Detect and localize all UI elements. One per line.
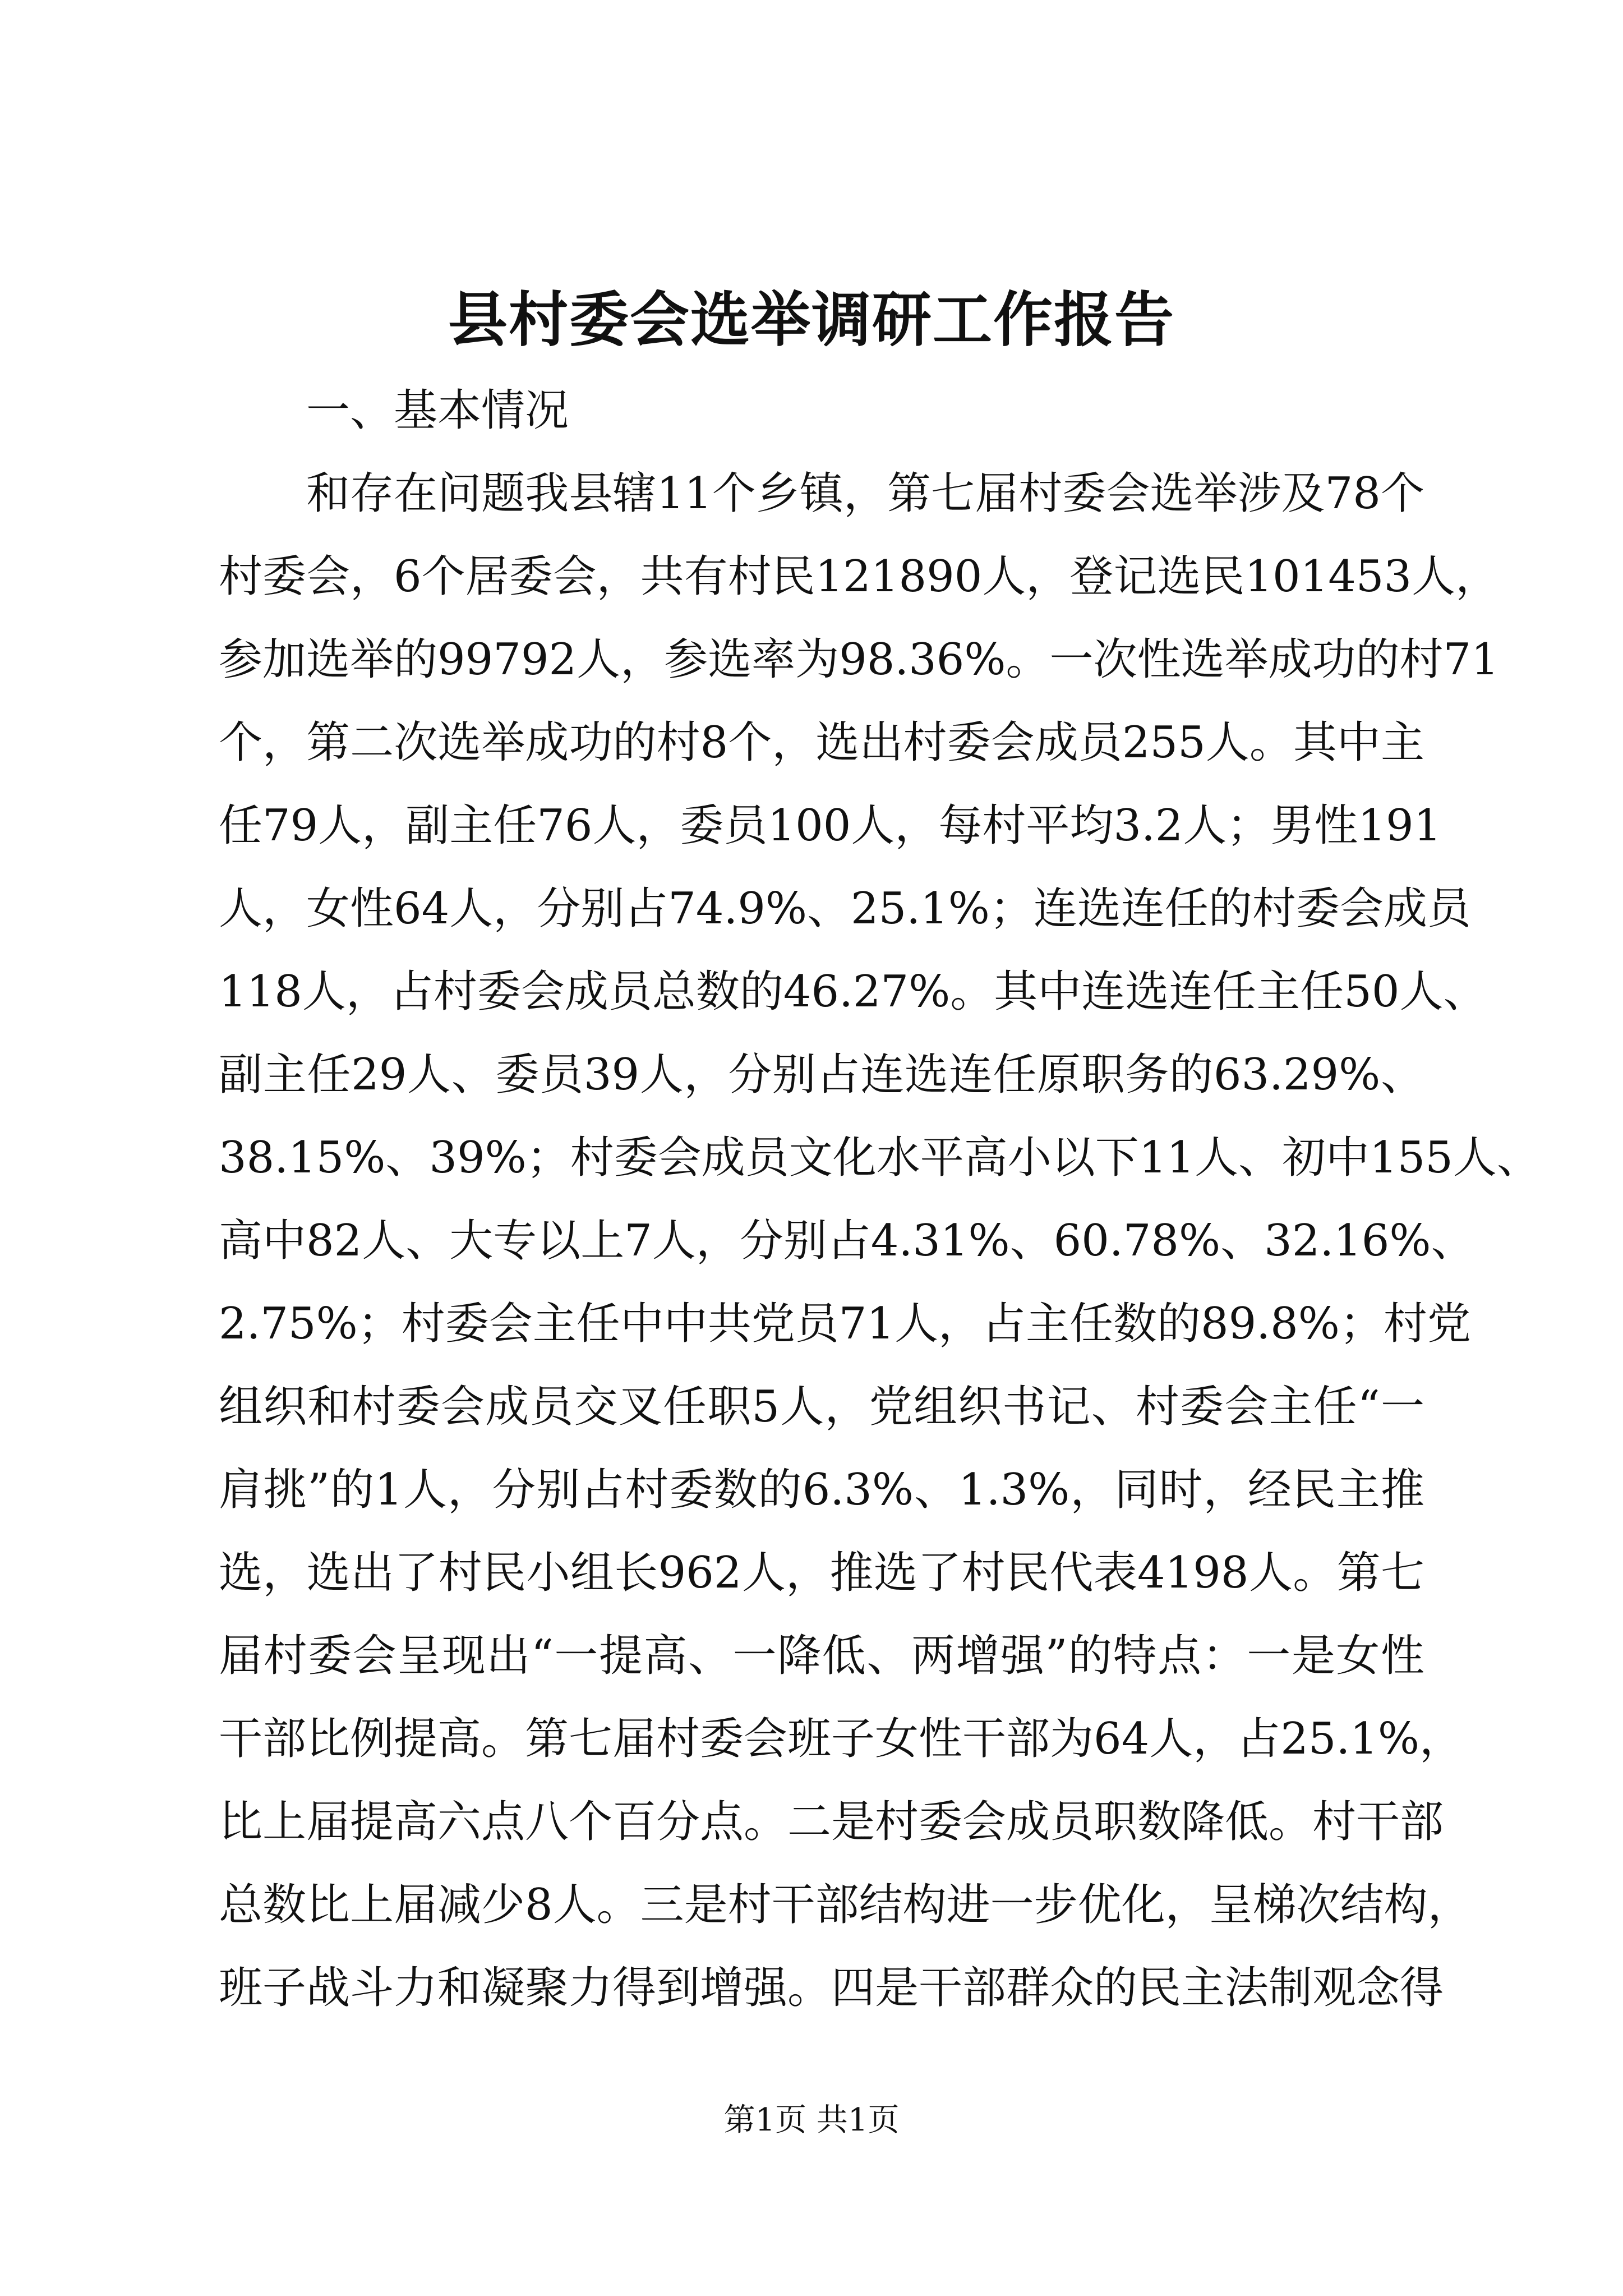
paragraph-line: 和存在问题我县辖11个乡镇，第七届村委会选举涉及78个: [306, 468, 1424, 519]
paragraph-line: 副主任29人、委员39人，分别占连选连任原职务的63.29%、: [219, 1050, 1424, 1100]
paragraph-line: 高中82人、大专以上7人，分别占4.31%、60.78%、32.16%、: [219, 1216, 1475, 1266]
paragraph-line: 届村委会呈现出“一提高、一降低、两增强”的特点：一是女性: [219, 1631, 1424, 1681]
paragraph-line: 总数比上届减少8人。三是村干部结构进一步优化，呈梯次结构，: [219, 1880, 1472, 1930]
paragraph-line: 个，第二次选举成功的村8个，选出村委会成员255人。其中主: [219, 717, 1424, 768]
paragraph-line: 村委会，6个居委会，共有村民121890人，登记选民101453人，: [219, 551, 1500, 602]
paragraph-line: 2.75%；村委会主任中中共党员71人，占主任数的89.8%；村党: [219, 1299, 1471, 1349]
paragraph-line: 比上届提高六点八个百分点。二是村委会成员职数降低。村干部: [219, 1797, 1444, 1847]
document-body: [219, 369, 1541, 2030]
page-footer: 第1页 共1页: [723, 2102, 900, 2138]
section-heading: 一、基本情况: [306, 385, 569, 436]
document-title: 县村委会选举调研工作报告: [448, 284, 1175, 355]
paragraph-line: 组织和村委会成员交叉任职5人，党组织书记、村委会主任“一: [219, 1382, 1424, 1432]
paragraph-line: 118人，占村委会成员总数的46.27%。其中连选连任主任50人、: [219, 967, 1487, 1017]
paragraph-line: 肩挑”的1人，分别占村委数的6.3%、1.3%，同时，经民主推: [219, 1465, 1424, 1515]
paragraph-line: 38.15%、39%；村委会成员文化水平高小以下11人、初中155人、: [219, 1133, 1541, 1183]
paragraph-line: 干部比例提高。第七届村委会班子女性干部为64人，占25.1%，: [219, 1714, 1464, 1764]
paragraph-line: 选，选出了村民小组长962人，推选了村民代表4198人。第七: [219, 1548, 1424, 1598]
paragraph-line: 人，女性64人，分别占74.9%、25.1%；连选连任的村委会成员: [219, 884, 1471, 934]
paragraph-line: 任79人，副主任76人，委员100人，每村平均3.2人；男性191: [219, 800, 1442, 851]
paragraph-line: 参加选举的99792人，参选率为98.36%。一次性选举成功的村71: [219, 634, 1499, 685]
paragraph-line: 班子战斗力和凝聚力得到增强。四是干部群众的民主法制观念得: [219, 1963, 1444, 2013]
